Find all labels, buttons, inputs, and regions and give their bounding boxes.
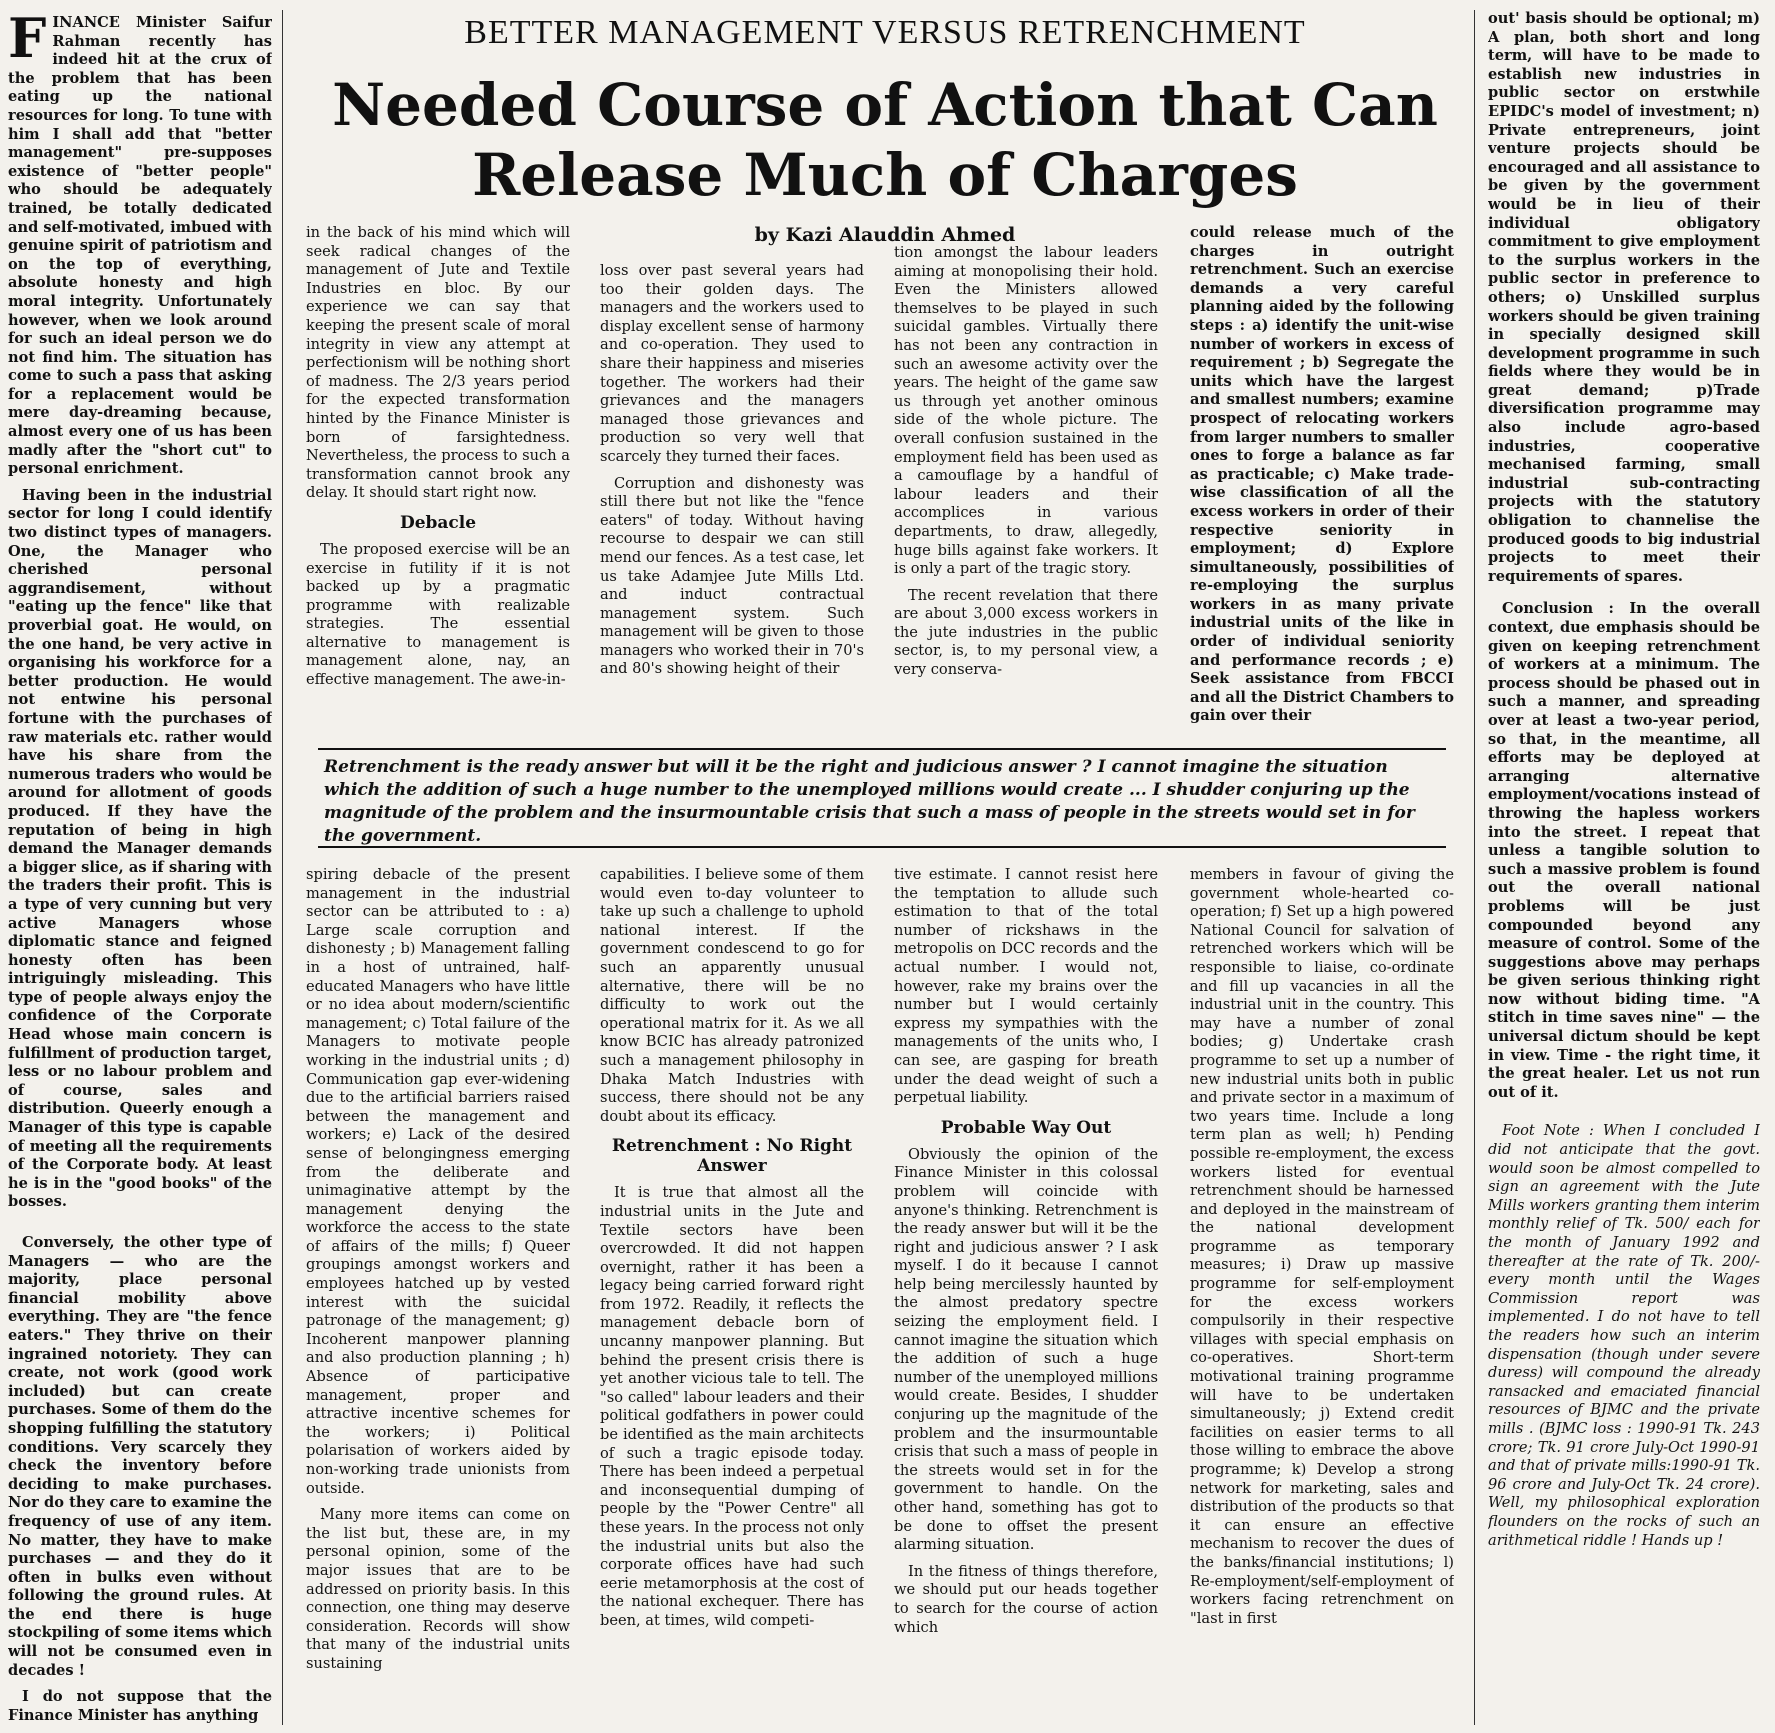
column-4-top [894, 244, 1158, 739]
col1-para-1: FINANCE Minister Saifur Rahman recently has indeed hit at the crux of the problem that has been eating up the national resources for long. To tune with him I shall add that "better management" pre-supposes existence of "better people" who should be adequately trained, be totally dedicated and self-motivated, imbued with genuine spirit of patriotism and on the top of everything, absolute honesty and high moral integrity. Unfortunately however, when we look around for such an ideal person we do not find him. The situation has come to such a pass that asking for a replacement would be mere day-dreaming because, almost every one of us has been madly after the "short cut" to personal enrichment. [8, 14, 272, 478]
col3-para-2: Corruption and dishonesty was still there but not like the "fence eaters" of today. Without having recourse to despair we can still mend our fences. As a test case, let us take Adamjee Jute Mills Ltd. and induct contractual management system. Such management will be given to those managers who worked their in 70's and 80's showing height of their [600, 474, 864, 678]
column-3-bottom [600, 866, 864, 1724]
section-heading-debacle: Debacle [399, 512, 477, 533]
col6-para-2: Conclusion : In the overall context, due emphasis should be given on keeping retrenchment of workers at a minimum. The process should be phased out in such a manner, and spreading over at least a two-year period, so that, in the meantime, all efforts may be deployed at arranging alternative employment/vocations instead of throwing the hapless workers into the street. I repeat that unless a tangible solution to such a massive problem is found out the overall national problems will be just compounded beyond any measure of control. Some of the suggestions above may perhaps be given serious thinking right now without biding time. "A stitch in time saves nine" — the universal dictum should be kept in view. Time - the right time, it the great healer. Let us not run out of it. [1488, 600, 1760, 1101]
column-2-bottom [306, 866, 570, 1724]
col3-para-1: loss over past several years had too their golden days. The managers and the workers used to display excellent sense of harmony and co-operation. They used to share their happiness and miseries together. The workers had their grievances and the managers managed those grievances and production so very well that scarcely they turned their faces. [600, 262, 864, 465]
headline: Needed Course of Action that Can Release Much of Charges [332, 71, 1438, 209]
conclusion-label: Conclusion : [1502, 600, 1614, 618]
col3b-para-1: capabilities. I believe some of them would even to-day volunteer to take up such a challenge to uphold national interest. If the government condescend to go for such an apparently unusual alternative, there will be no difficulty to work out the operational matrix for it. As we all know BCIC has already patronized such a management philosophy in Dhaka Match Industries with success, there should not be any doubt about its efficacy. [600, 866, 864, 1125]
column-3-top [600, 262, 864, 739]
column-rule-1 [282, 10, 283, 1725]
pull-quote: Retrenchment is the ready answer but will it be the right and judicious answer ? I cannot imagine the situation which the addition of such a huge number to the unemployed millions would create ... I shudder conjuring up the magnitude of the problem and the insurmountable crisis that such a mass of people in the streets would set in for the government. [318, 748, 1446, 848]
col4b-para-1: tive estimate. I cannot resist here the temptation to allude such estimation to that of the total number of rickshaws in the metropolis on DCC records and the actual number. I would not, however, rake my brains over the number but I would certainly express my sympathies with the managements of the units who, I can see, are gasping for breath under the dead weight of such a perpetual liability. [894, 866, 1158, 1107]
col6-para-1: out' basis should be optional; m) A plan, both short and long term, will have to be made to establish new industries in public sector on erstwhile EPIDC's model of investment; n) Private entrepreneurs, joint venture projects should be encouraged and all assistance to be given by the government would be in lieu of their individual obligatory commitment to give employment to the surplus workers in the public sector in preference to others; o) Unskilled surplus workers should be given training in specially designed skill development programme in such fields where they would be in great demand; p)Trade diversification programme may also include agro-based industries, cooperative mechanised farming, small industrial sub-contracting projects with the statutory obligation to channelise the produced goods to big industrial projects to meet their requirements of spares. [1488, 10, 1760, 585]
col1-para-3: Conversely, the other type of Managers — who are the majority, place personal financial mobility above everything. They are "the fence eaters." They thrive on their ingrained notoriety. They can create, not work (good work included) but can create purchases. Some of them do the shopping fulfilling the statutory conditions. Very scarcely they check the inventory before deciding to make purchases. Nor do they care to examine the frequency of use of any item. No matter, they have to make purchases — and they do it often in bulks even without following the ground rules. At the end there is huge stockpiling of some items which will not be consumed even in decades ! [8, 1234, 272, 1679]
col2-para-1: in the back of his mind which will seek radical changes of the management of Jute and Textile Industries en bloc. By our experience we can say that keeping the present scale of moral integrity in view any attempt at perfectionism will be nothing short of madness. The 2/3 years period for the expected transformation hinted by the Finance Minister is born of farsightedness. Nevertheless, the process to such a transformation cannot brook any delay. It should start right now. [306, 224, 570, 502]
col5b-para-1: members in favour of giving the government whole-hearted co-operation; f) Set up a high powered National Council for salvation of retrenched workers which will be responsible to liaise, co-ordinate and fill up vacancies in all the industrial unit in the country. This may have a number of zonal bodies; g) Undertake crash programme to set up a number of new industrial units both in public and private sector in a maximum of two years time. Include a long term plan as well; h) Pending possible re-employment, the excess workers listed for eventual retrenchment should be harnessed and deployed in the mainstream of the national development programme as temporary measures; i) Draw up massive programme for self-employment for the excess workers compulsorily in their respective villages with special emphasis on co-operatives. Short-term motivational training programme will have to be undertaken simultaneously; j) Extend credit facilities on easier terms to all those willing to embrace the above programme; k) Develop a strong network for marketing, sales and distribution of the products so that it can ensure an effective mechanism to recover the dues of the banks/financial institutions; l) Re-employment/self-employment of workers facing retrenchment on "last in first [1190, 866, 1454, 1627]
col1-para-4: I do not suppose that the Finance Minister has anything [8, 1688, 272, 1724]
column-6 [1488, 10, 1760, 1724]
column-4-bottom [894, 866, 1158, 1724]
col2-para-2: The proposed exercise will be an exercise in futility if it is not backed up by a pragmatic programme with realizable strategies. The essential alternative to management is management alone, nay, an effective management. The awe-in- [306, 540, 570, 689]
section-heading-way-out: Probable Way Out [940, 1117, 1112, 1138]
byline: by Kazi Alauddin Ahmed [754, 224, 1016, 246]
col3b-para-2: It is true that almost all the industrial units in the Jute and Textile sectors have been overcrowded. It did not happen overnight, rather it has been a legacy being carried forward right from 1972. Readily, it reflects the management debacle born of uncanny manpower planning. But behind the present crisis there is yet another vicious tale to tell. The "so called" labour leaders and their political godfathers in power could be identified as the main architects of such a tragic episode today. There has been indeed a perpetual and inconsequential dumping of people by the "Power Centre" all these years. In the process not only the industrial units but also the corporate offices have had such eerie metamorphosis at the cost of the national exchequer. There has been, at times, wild competi- [600, 1184, 864, 1629]
column-1 [8, 14, 272, 1724]
column-5-top [1190, 224, 1454, 739]
col2b-para-1: spiring debacle of the present management in the industrial sector can be attributed to : a) Large scale corruption and dishonesty ; b) Management falling in a host of untrained, half-educated Managers who have little or no idea about modern/scientific management; c) Total failure of the Managers to motivate people working in the industrial units ; d) Communication gap ever-widening due to the artificial barriers raised between the management and workers; e) Lack of the desired sense of belongingness emerging from the deliberate and unimaginative attempt by the management denying the workforce the access to the state of affairs of the mills; f) Queer groupings amongst workers and employees hatched up by vested interest with the suicidal patronage of the management; g) Incoherent manpower planning and also production planning ; h) Absence of participative management, proper and attractive incentive schemes for the workers; i) Political polarisation of workers aided by non-working trade unionists from outside. [306, 866, 570, 1497]
kicker: BETTER MANAGEMENT VERSUS RETRENCHMENT [464, 14, 1306, 51]
col1-para-2: Having been in the industrial sector for long I could identify two distinct types of managers. One, the Manager who cherished personal aggrandisement, without "eating up the fence" like that proverbial goat. He would, on the one hand, be very active in organising his workforce for a better production. He would not entwine his personal fortune with the purchases of raw materials etc. rather would have his share from the numerous traders who would be around for allotment of goods produced. If they have the reputation of being in high demand the Manager demands a bigger slice, as if sharing with the traders their profit. This is a type of very cunning but very active Managers whose diplomatic stance and feigned honesty often has been intriguingly misleading. This type of people always enjoy the confidence of the Corporate Head whose main concern is fulfillment of production target, less or no labour problem and of course, sales and distribution. Queerly enough a Manager of this type is capable of meeting all the requirements of the Corporate body. At least he is in the "good books" of the bosses. [8, 486, 272, 1211]
column-rule-2 [1474, 10, 1475, 1725]
col4-para-2: The recent revelation that there are about 3,000 excess workers in the jute industries in the public sector, is, to my personal view, a very conserva- [894, 586, 1158, 679]
section-heading-retrenchment: Retrenchment : No Right Answer [611, 1136, 853, 1177]
col2b-para-2: Many more items can come on the list but, these are, in my personal opinion, some of the major issues that are to be addressed on priority basis. In this connection, one thing may deserve consideration. Records will show that many of the industrial units sustaining [306, 1506, 570, 1672]
drop-cap: F [8, 14, 47, 70]
col4-para-1: tion amongst the labour leaders aiming at monopolising their hold. Even the Ministers allowed themselves to be played in such suicidal gambles. Virtually there has not been any contraction in such an awesome activity over the years. The height of the game saw us through yet another ominous side of the whole picture. The overall confusion sustained in the employment field has been used as a camouflage by a handful of labour leaders and their accomplices in various departments, to draw, allegedly, huge bills against fake workers. It is only a part of the tragic story. [894, 244, 1158, 578]
column-2-top [306, 224, 570, 739]
column-5-bottom [1190, 866, 1454, 1724]
col4b-para-2: Obviously the opinion of the Finance Minister in this colossal problem will coincide with anyone's thinking. Retrenchment is the ready answer but will it be the right and judicious answer ? I ask myself. I do it because I cannot help being mercilessly haunted by the almost predatory spectre seizing the employment field. I cannot imagine the situation which the addition of such a huge number of the unemployed millions would create. Besides, I shudder conjuring up the magnitude of the problem and the insurmountable crisis that such a mass of people in the streets would set in for the government to handle. On the other hand, something has got to be done to offset the present alarming situation. [894, 1145, 1158, 1554]
foot-note: Foot Note : When I concluded I did not anticipate that the govt. would soon be almost compelled to sign an agreement with the Jute Mills workers granting them interim monthly relief of Tk. 500/ each for the month of January 1992 and thereafter at the rate of Tk. 200/- every month until the Wages Commission report was implemented. I do not have to tell the readers how such an interim dispensation (though under severe duress) will compound the already ransacked and emaciated financial resources of BJMC and the private mills . (BJMC loss : 1990-91 Tk. 243 crore; Tk. 91 crore July-Oct 1990-91 and that of private mills:1990-91 Tk. 96 crore and July-Oct Tk. 24 crore). Well, my philosophical exploration flounders on the rocks of such an arithmetical riddle ! Hands up ! [1488, 1122, 1760, 1549]
col4b-para-3: In the fitness of things therefore, we should put our heads together to search for the course of action which [894, 1562, 1158, 1636]
col5-para-1: could release much of the charges in outright retrenchment. Such an exercise demands a very careful planning aided by the following steps : a) identify the unit-wise number of workers in excess of requirement ; b) Segregate the units which have the largest and smallest numbers; examine prospect of relocating workers from larger numbers to smaller ones to forge a balance as far as practicable; c) Make trade-wise classification of all the excess workers in order of their respective seniority in employment; d) Explore simultaneously, possibilities of re-employing the surplus workers in as many private industrial units of the like in order of individual seniority and performance records ; e) Seek assistance from FBCCI and all the District Chambers to gain over their [1190, 224, 1454, 725]
